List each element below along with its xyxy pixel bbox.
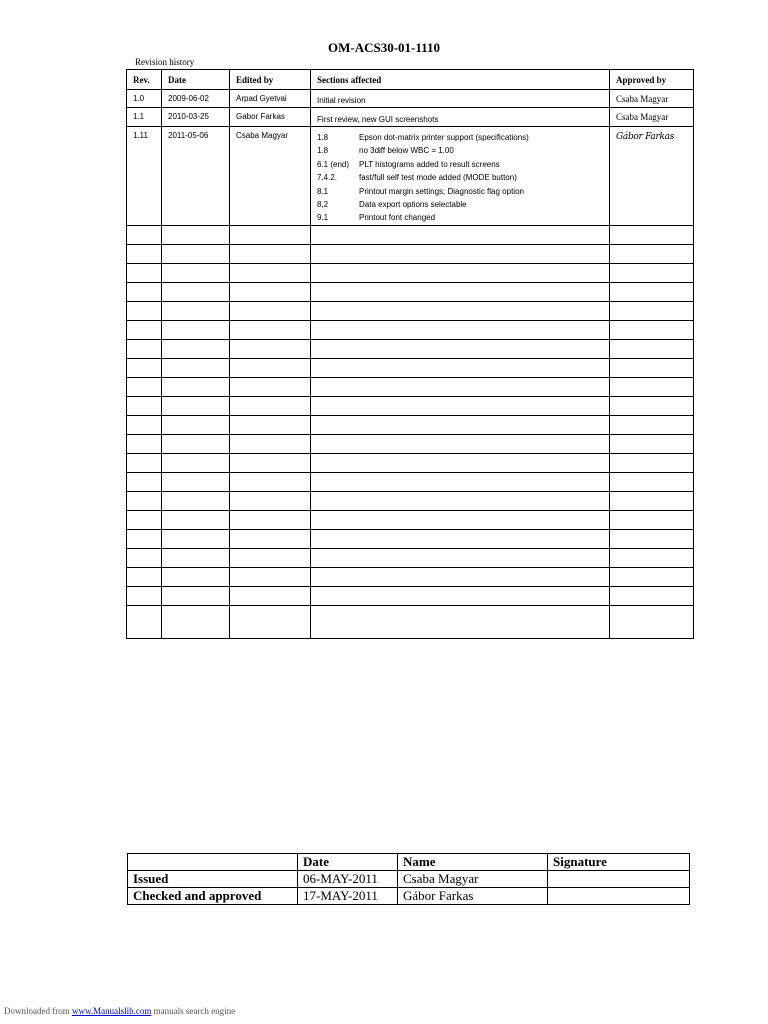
empty-cell xyxy=(127,548,162,567)
empty-cell xyxy=(162,510,230,529)
empty-revision-row xyxy=(127,244,694,263)
empty-cell xyxy=(610,263,694,282)
empty-cell xyxy=(230,244,311,263)
empty-revision-row xyxy=(127,434,694,453)
empty-cell xyxy=(127,567,162,586)
revision-editor: Csaba Magyar xyxy=(230,126,311,225)
empty-cell xyxy=(162,605,230,638)
section-entry xyxy=(317,211,609,224)
section-entry xyxy=(317,198,609,211)
empty-cell xyxy=(610,320,694,339)
empty-cell xyxy=(311,415,610,434)
revision-row xyxy=(127,90,694,108)
revision-history-caption: Revision history xyxy=(135,57,195,67)
empty-cell xyxy=(610,605,694,638)
header-edited-by: Edited by xyxy=(230,70,311,90)
empty-cell xyxy=(311,282,610,301)
empty-cell xyxy=(311,244,610,263)
approval-table xyxy=(127,853,690,905)
header-sections-affected: Sections affected xyxy=(311,70,610,90)
empty-cell xyxy=(230,586,311,605)
empty-revision-row xyxy=(127,529,694,548)
empty-revision-row xyxy=(127,282,694,301)
approval-header-signature: Signature xyxy=(548,854,690,871)
manualslib-link[interactable]: www.Manualslib.com xyxy=(71,1006,152,1016)
empty-cell xyxy=(162,586,230,605)
empty-cell xyxy=(610,491,694,510)
empty-revision-row xyxy=(127,605,694,638)
empty-cell xyxy=(610,358,694,377)
empty-cell xyxy=(230,434,311,453)
empty-cell xyxy=(610,244,694,263)
empty-cell xyxy=(311,472,610,491)
empty-revision-row xyxy=(127,510,694,529)
empty-cell xyxy=(127,282,162,301)
empty-revision-row xyxy=(127,453,694,472)
revision-approved-by xyxy=(610,126,694,225)
section-description: Data export options selectable xyxy=(359,199,467,209)
revision-history-table xyxy=(126,69,694,639)
header-approved-by: Approved by xyxy=(610,70,694,90)
revision-editor: Gabor Farkas xyxy=(230,108,311,126)
revision-row xyxy=(127,108,694,126)
revision-date: 2010-03-25 xyxy=(162,108,230,126)
section-entry xyxy=(317,184,609,197)
section-entry xyxy=(317,112,609,125)
approval-name: Csaba Magyar xyxy=(398,871,548,888)
empty-cell xyxy=(311,339,610,358)
document-title: OM-ACS30-01-1110 xyxy=(328,40,440,55)
empty-cell xyxy=(311,225,610,244)
empty-revision-row xyxy=(127,358,694,377)
approver-name: Csaba Magyar xyxy=(616,112,669,123)
empty-cell xyxy=(230,472,311,491)
empty-cell xyxy=(162,453,230,472)
approval-header-row xyxy=(128,854,690,871)
empty-cell xyxy=(127,434,162,453)
section-number: 8,2 xyxy=(317,199,329,209)
empty-cell xyxy=(127,320,162,339)
revision-header-row xyxy=(127,70,694,90)
approver-signature: Gábor Farkas xyxy=(616,131,675,142)
empty-cell xyxy=(162,548,230,567)
empty-cell xyxy=(311,263,610,282)
empty-cell xyxy=(162,244,230,263)
empty-cell xyxy=(127,396,162,415)
approval-label: Checked and approved xyxy=(128,888,298,905)
empty-cell xyxy=(311,301,610,320)
empty-cell xyxy=(311,434,610,453)
empty-cell xyxy=(610,377,694,396)
approval-row-checked xyxy=(128,888,690,905)
empty-cell xyxy=(311,548,610,567)
empty-cell xyxy=(230,396,311,415)
header-rev: Rev. xyxy=(127,70,162,90)
section-description: no 3diff below WBC = 1.00 xyxy=(359,146,454,156)
empty-cell xyxy=(230,415,311,434)
empty-cell xyxy=(230,282,311,301)
empty-cell xyxy=(230,567,311,586)
empty-cell xyxy=(311,491,610,510)
empty-cell xyxy=(230,377,311,396)
revision-sections xyxy=(311,108,610,126)
approver-name: Csaba Magyar xyxy=(616,94,669,104)
empty-cell xyxy=(162,282,230,301)
empty-cell xyxy=(127,415,162,434)
empty-cell xyxy=(162,491,230,510)
empty-revision-row xyxy=(127,320,694,339)
empty-cell xyxy=(311,320,610,339)
empty-cell xyxy=(311,396,610,415)
empty-cell xyxy=(162,339,230,358)
empty-revision-row xyxy=(127,263,694,282)
revision-approved-by xyxy=(610,90,694,108)
section-description: Printout font changed xyxy=(359,213,436,223)
empty-revision-row xyxy=(127,567,694,586)
empty-cell xyxy=(230,548,311,567)
empty-cell xyxy=(610,453,694,472)
revision-date: 2011-05-06 xyxy=(162,126,230,225)
empty-cell xyxy=(311,605,610,638)
empty-revision-row xyxy=(127,396,694,415)
section-entry xyxy=(317,171,609,184)
empty-cell xyxy=(162,472,230,491)
empty-cell xyxy=(311,453,610,472)
empty-cell xyxy=(127,510,162,529)
empty-cell xyxy=(127,472,162,491)
empty-cell xyxy=(162,377,230,396)
empty-cell xyxy=(127,263,162,282)
empty-cell xyxy=(311,529,610,548)
empty-revision-row xyxy=(127,415,694,434)
empty-cell xyxy=(610,301,694,320)
empty-cell xyxy=(230,263,311,282)
footer-prefix: Downloaded from xyxy=(4,1006,72,1016)
revision-number: 1.0 xyxy=(127,90,162,108)
revision-number: 1.1 xyxy=(127,108,162,126)
approval-name: Gábor Farkas xyxy=(398,888,548,905)
footer-suffix: manuals search engine xyxy=(151,1006,236,1016)
empty-cell xyxy=(162,415,230,434)
empty-cell xyxy=(162,225,230,244)
revision-sections xyxy=(311,90,610,108)
empty-cell xyxy=(230,225,311,244)
section-description: PLT histograms added to result screens xyxy=(359,159,500,169)
empty-cell xyxy=(230,358,311,377)
section-entry xyxy=(317,131,609,144)
section-description: First review, new GUI screenshots xyxy=(317,114,439,124)
empty-cell xyxy=(610,567,694,586)
empty-cell xyxy=(127,605,162,638)
empty-cell xyxy=(230,605,311,638)
empty-cell xyxy=(127,225,162,244)
empty-cell xyxy=(127,301,162,320)
section-description: Printout margin settings; Diagnostic flag option xyxy=(359,186,524,196)
empty-cell xyxy=(162,529,230,548)
section-number: 6.1 (end) xyxy=(317,159,350,169)
empty-cell xyxy=(311,358,610,377)
section-number: 1.8 xyxy=(317,132,329,142)
section-entry xyxy=(317,158,609,171)
revision-approved-by xyxy=(610,108,694,126)
empty-cell xyxy=(162,320,230,339)
empty-cell xyxy=(230,339,311,358)
empty-cell xyxy=(230,301,311,320)
empty-cell xyxy=(610,339,694,358)
empty-cell xyxy=(127,491,162,510)
footer xyxy=(4,1006,235,1016)
revision-date: 2009-06-02 xyxy=(162,90,230,108)
empty-revision-row xyxy=(127,586,694,605)
revision-number: 1.11 xyxy=(127,126,162,225)
section-number: 9.1 xyxy=(317,213,329,223)
empty-cell xyxy=(610,225,694,244)
empty-cell xyxy=(610,472,694,491)
empty-cell xyxy=(610,548,694,567)
empty-cell xyxy=(610,586,694,605)
revision-editor: Arpad Gyetvai xyxy=(230,90,311,108)
section-number: 1.8 xyxy=(317,146,329,156)
approval-date: 06-MAY-2011 xyxy=(298,871,398,888)
empty-cell xyxy=(610,415,694,434)
approval-signature xyxy=(548,888,690,905)
section-entry xyxy=(317,94,609,107)
empty-revision-row xyxy=(127,491,694,510)
empty-revision-row xyxy=(127,377,694,396)
approval-header-date: Date xyxy=(298,854,398,871)
empty-revision-row xyxy=(127,339,694,358)
empty-revision-row xyxy=(127,301,694,320)
section-number: 7.4.2. xyxy=(317,173,338,183)
empty-cell xyxy=(230,510,311,529)
approval-date: 17-MAY-2011 xyxy=(298,888,398,905)
section-description: fast/full self test mode added (MODE button) xyxy=(359,173,517,183)
approval-label: Issued xyxy=(128,871,298,888)
empty-cell xyxy=(230,529,311,548)
empty-cell xyxy=(610,510,694,529)
empty-cell xyxy=(162,301,230,320)
empty-cell xyxy=(127,377,162,396)
section-description: Initial revision xyxy=(317,96,366,106)
empty-revision-row xyxy=(127,548,694,567)
approval-header-blank xyxy=(128,854,298,871)
empty-cell xyxy=(610,282,694,301)
empty-cell xyxy=(311,567,610,586)
empty-cell xyxy=(162,434,230,453)
empty-cell xyxy=(230,491,311,510)
approval-row-issued xyxy=(128,871,690,888)
empty-cell xyxy=(162,263,230,282)
empty-cell xyxy=(127,358,162,377)
section-number: 8.1 xyxy=(317,186,329,196)
empty-cell xyxy=(162,567,230,586)
empty-cell xyxy=(127,529,162,548)
header-date: Date xyxy=(162,70,230,90)
empty-cell xyxy=(230,320,311,339)
approval-header-name: Name xyxy=(398,854,548,871)
empty-cell xyxy=(311,586,610,605)
empty-cell xyxy=(127,244,162,263)
section-description: Epson dot-matrix printer support (specifications) xyxy=(359,132,529,142)
revision-row xyxy=(127,126,694,225)
empty-revision-row xyxy=(127,225,694,244)
empty-cell xyxy=(127,339,162,358)
revision-sections xyxy=(311,126,610,225)
empty-cell xyxy=(610,434,694,453)
empty-cell xyxy=(162,396,230,415)
empty-cell xyxy=(127,586,162,605)
empty-cell xyxy=(230,453,311,472)
empty-cell xyxy=(311,510,610,529)
empty-cell xyxy=(162,358,230,377)
approval-signature xyxy=(548,871,690,888)
empty-cell xyxy=(610,529,694,548)
section-entry xyxy=(317,144,609,157)
empty-cell xyxy=(311,377,610,396)
empty-cell xyxy=(127,453,162,472)
empty-cell xyxy=(610,396,694,415)
empty-revision-row xyxy=(127,472,694,491)
